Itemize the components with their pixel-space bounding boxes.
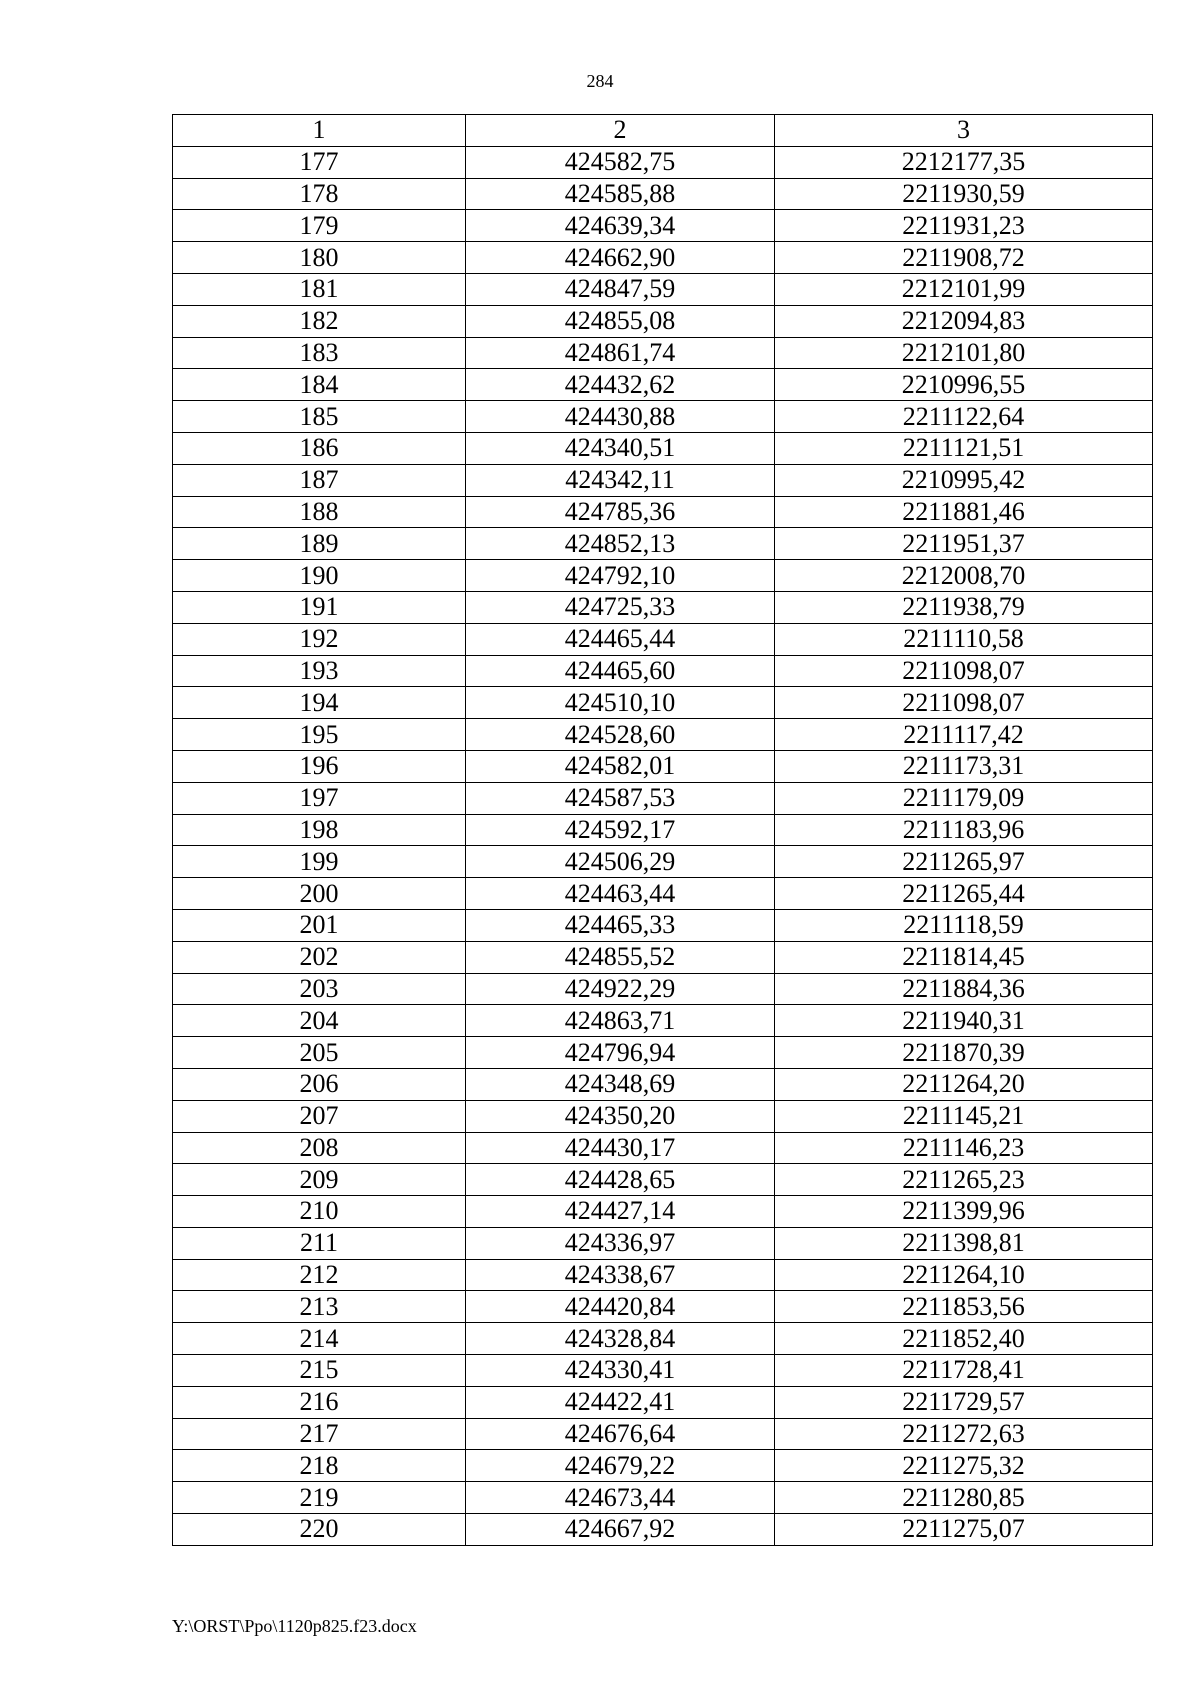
x-coordinate-cell: 424350,20: [466, 1100, 775, 1132]
y-coordinate-cell: 2211275,07: [775, 1514, 1153, 1546]
x-coordinate-cell: 424592,17: [466, 814, 775, 846]
point-number-cell: 189: [173, 528, 466, 560]
table-row: [173, 909, 1153, 941]
table-row: [173, 369, 1153, 401]
y-coordinate-cell: 2212177,35: [775, 146, 1153, 178]
point-number-cell: 218: [173, 1450, 466, 1482]
point-number-cell: 194: [173, 687, 466, 719]
table-row: [173, 528, 1153, 560]
table-row: [173, 687, 1153, 719]
table-row: [173, 1259, 1153, 1291]
y-coordinate-cell: 2211264,20: [775, 1068, 1153, 1100]
point-number-cell: 187: [173, 464, 466, 496]
x-coordinate-cell: 424528,60: [466, 719, 775, 751]
x-coordinate-cell: 424510,10: [466, 687, 775, 719]
point-number-cell: 219: [173, 1482, 466, 1514]
y-coordinate-cell: 2211118,59: [775, 909, 1153, 941]
y-coordinate-cell: 2211930,59: [775, 178, 1153, 210]
y-coordinate-cell: 2211173,31: [775, 750, 1153, 782]
x-coordinate-cell: 424863,71: [466, 1005, 775, 1037]
table-row: [173, 178, 1153, 210]
x-coordinate-cell: 424330,41: [466, 1355, 775, 1387]
x-coordinate-cell: 424796,94: [466, 1037, 775, 1069]
y-coordinate-cell: 2211117,42: [775, 719, 1153, 751]
point-number-cell: 209: [173, 1164, 466, 1196]
y-coordinate-cell: 2211931,23: [775, 210, 1153, 242]
x-coordinate-cell: 424422,41: [466, 1386, 775, 1418]
x-coordinate-cell: 424432,62: [466, 369, 775, 401]
point-number-cell: 211: [173, 1227, 466, 1259]
x-coordinate-cell: 424861,74: [466, 337, 775, 369]
x-coordinate-cell: 424667,92: [466, 1514, 775, 1546]
x-coordinate-cell: 424922,29: [466, 973, 775, 1005]
table-body: [173, 146, 1153, 1545]
table-row: [173, 878, 1153, 910]
y-coordinate-cell: 2211265,97: [775, 846, 1153, 878]
y-coordinate-cell: 2211264,10: [775, 1259, 1153, 1291]
x-coordinate-cell: 424465,33: [466, 909, 775, 941]
y-coordinate-cell: 2211940,31: [775, 1005, 1153, 1037]
point-number-cell: 205: [173, 1037, 466, 1069]
point-number-cell: 206: [173, 1068, 466, 1100]
point-number-cell: 192: [173, 623, 466, 655]
table-row: [173, 146, 1153, 178]
table-row: [173, 1355, 1153, 1387]
table-row: [173, 719, 1153, 751]
point-number-cell: 199: [173, 846, 466, 878]
table-row: [173, 782, 1153, 814]
point-number-cell: 201: [173, 909, 466, 941]
y-coordinate-cell: 2211729,57: [775, 1386, 1153, 1418]
y-coordinate-cell: 2211121,51: [775, 432, 1153, 464]
y-coordinate-cell: 2212094,83: [775, 305, 1153, 337]
table-row: [173, 1100, 1153, 1132]
x-coordinate-cell: 424342,11: [466, 464, 775, 496]
point-number-cell: 186: [173, 432, 466, 464]
y-coordinate-cell: 2211183,96: [775, 814, 1153, 846]
document-file-path: Y:\ORST\Ppo\1120p825.f23.docx: [172, 1616, 417, 1636]
y-coordinate-cell: 2211179,09: [775, 782, 1153, 814]
x-coordinate-cell: 424328,84: [466, 1323, 775, 1355]
table-row: [173, 1418, 1153, 1450]
point-number-cell: 212: [173, 1259, 466, 1291]
point-number-cell: 195: [173, 719, 466, 751]
point-number-cell: 214: [173, 1323, 466, 1355]
y-coordinate-cell: 2211398,81: [775, 1227, 1153, 1259]
table-row: [173, 305, 1153, 337]
table-row: [173, 1323, 1153, 1355]
x-coordinate-cell: 424463,44: [466, 878, 775, 910]
x-coordinate-cell: 424428,65: [466, 1164, 775, 1196]
y-coordinate-cell: 2211098,07: [775, 687, 1153, 719]
point-number-cell: 193: [173, 655, 466, 687]
page-number: 284: [586, 71, 614, 91]
x-coordinate-cell: 424855,08: [466, 305, 775, 337]
point-number-cell: 207: [173, 1100, 466, 1132]
point-number-cell: 184: [173, 369, 466, 401]
x-coordinate-cell: 424465,44: [466, 623, 775, 655]
point-number-cell: 215: [173, 1355, 466, 1387]
point-number-cell: 183: [173, 337, 466, 369]
table-row: [173, 750, 1153, 782]
point-number-cell: 210: [173, 1196, 466, 1228]
x-coordinate-cell: 424679,22: [466, 1450, 775, 1482]
point-number-cell: 220: [173, 1514, 466, 1546]
table-row: [173, 560, 1153, 592]
x-coordinate-cell: 424506,29: [466, 846, 775, 878]
y-coordinate-cell: 2211275,32: [775, 1450, 1153, 1482]
point-number-cell: 196: [173, 750, 466, 782]
x-coordinate-cell: 424785,36: [466, 496, 775, 528]
y-coordinate-cell: 2211884,36: [775, 973, 1153, 1005]
x-coordinate-cell: 424852,13: [466, 528, 775, 560]
table-header-row: [173, 115, 1153, 147]
y-coordinate-cell: 2211814,45: [775, 941, 1153, 973]
x-coordinate-cell: 424336,97: [466, 1227, 775, 1259]
coordinates-table: [172, 114, 1153, 1546]
point-number-cell: 180: [173, 242, 466, 274]
y-coordinate-cell: 2210995,42: [775, 464, 1153, 496]
x-coordinate-cell: 424639,34: [466, 210, 775, 242]
x-coordinate-cell: 424662,90: [466, 242, 775, 274]
point-number-cell: 204: [173, 1005, 466, 1037]
y-coordinate-cell: 2211853,56: [775, 1291, 1153, 1323]
x-coordinate-cell: 424792,10: [466, 560, 775, 592]
x-coordinate-cell: 424430,88: [466, 401, 775, 433]
table-row: [173, 1037, 1153, 1069]
table-row: [173, 591, 1153, 623]
y-coordinate-cell: 2211280,85: [775, 1482, 1153, 1514]
y-coordinate-cell: 2211145,21: [775, 1100, 1153, 1132]
y-coordinate-cell: 2211265,44: [775, 878, 1153, 910]
table-row: [173, 1196, 1153, 1228]
table-row: [173, 623, 1153, 655]
table-row: [173, 1132, 1153, 1164]
point-number-cell: 208: [173, 1132, 466, 1164]
table-row: [173, 337, 1153, 369]
point-number-cell: 177: [173, 146, 466, 178]
column-header: 3: [775, 115, 1153, 147]
y-coordinate-cell: 2211852,40: [775, 1323, 1153, 1355]
y-coordinate-cell: 2211870,39: [775, 1037, 1153, 1069]
x-coordinate-cell: 424676,64: [466, 1418, 775, 1450]
x-coordinate-cell: 424585,88: [466, 178, 775, 210]
point-number-cell: 181: [173, 273, 466, 305]
y-coordinate-cell: 2211272,63: [775, 1418, 1153, 1450]
y-coordinate-cell: 2212101,99: [775, 273, 1153, 305]
table-row: [173, 1291, 1153, 1323]
point-number-cell: 191: [173, 591, 466, 623]
table-row: [173, 846, 1153, 878]
table-row: [173, 1386, 1153, 1418]
point-number-cell: 217: [173, 1418, 466, 1450]
y-coordinate-cell: 2211728,41: [775, 1355, 1153, 1387]
point-number-cell: 197: [173, 782, 466, 814]
table-row: [173, 401, 1153, 433]
table-row: [173, 1450, 1153, 1482]
y-coordinate-cell: 2210996,55: [775, 369, 1153, 401]
table-row: [173, 210, 1153, 242]
x-coordinate-cell: 424582,01: [466, 750, 775, 782]
column-header: 1: [173, 115, 466, 147]
x-coordinate-cell: 424673,44: [466, 1482, 775, 1514]
x-coordinate-cell: 424587,53: [466, 782, 775, 814]
table-row: [173, 1164, 1153, 1196]
table-row: [173, 814, 1153, 846]
x-coordinate-cell: 424427,14: [466, 1196, 775, 1228]
y-coordinate-cell: 2211951,37: [775, 528, 1153, 560]
point-number-cell: 200: [173, 878, 466, 910]
table-row: [173, 432, 1153, 464]
table-row: [173, 1068, 1153, 1100]
x-coordinate-cell: 424847,59: [466, 273, 775, 305]
y-coordinate-cell: 2211908,72: [775, 242, 1153, 274]
x-coordinate-cell: 424420,84: [466, 1291, 775, 1323]
table-row: [173, 1227, 1153, 1259]
x-coordinate-cell: 424348,69: [466, 1068, 775, 1100]
y-coordinate-cell: 2211938,79: [775, 591, 1153, 623]
point-number-cell: 178: [173, 178, 466, 210]
table-row: [173, 1005, 1153, 1037]
point-number-cell: 185: [173, 401, 466, 433]
point-number-cell: 202: [173, 941, 466, 973]
point-number-cell: 216: [173, 1386, 466, 1418]
table-row: [173, 242, 1153, 274]
point-number-cell: 213: [173, 1291, 466, 1323]
table-row: [173, 496, 1153, 528]
point-number-cell: 179: [173, 210, 466, 242]
y-coordinate-cell: 2211122,64: [775, 401, 1153, 433]
y-coordinate-cell: 2211399,96: [775, 1196, 1153, 1228]
x-coordinate-cell: 424465,60: [466, 655, 775, 687]
point-number-cell: 190: [173, 560, 466, 592]
x-coordinate-cell: 424340,51: [466, 432, 775, 464]
point-number-cell: 198: [173, 814, 466, 846]
table-row: [173, 464, 1153, 496]
point-number-cell: 203: [173, 973, 466, 1005]
x-coordinate-cell: 424430,17: [466, 1132, 775, 1164]
y-coordinate-cell: 2211881,46: [775, 496, 1153, 528]
x-coordinate-cell: 424855,52: [466, 941, 775, 973]
column-header: 2: [466, 115, 775, 147]
y-coordinate-cell: 2212101,80: [775, 337, 1153, 369]
table-row: [173, 273, 1153, 305]
y-coordinate-cell: 2211098,07: [775, 655, 1153, 687]
x-coordinate-cell: 424582,75: [466, 146, 775, 178]
y-coordinate-cell: 2211110,58: [775, 623, 1153, 655]
y-coordinate-cell: 2212008,70: [775, 560, 1153, 592]
table-row: [173, 1514, 1153, 1546]
x-coordinate-cell: 424725,33: [466, 591, 775, 623]
y-coordinate-cell: 2211265,23: [775, 1164, 1153, 1196]
x-coordinate-cell: 424338,67: [466, 1259, 775, 1291]
y-coordinate-cell: 2211146,23: [775, 1132, 1153, 1164]
point-number-cell: 188: [173, 496, 466, 528]
table-row: [173, 941, 1153, 973]
table-row: [173, 655, 1153, 687]
point-number-cell: 182: [173, 305, 466, 337]
table-row: [173, 1482, 1153, 1514]
table-row: [173, 973, 1153, 1005]
